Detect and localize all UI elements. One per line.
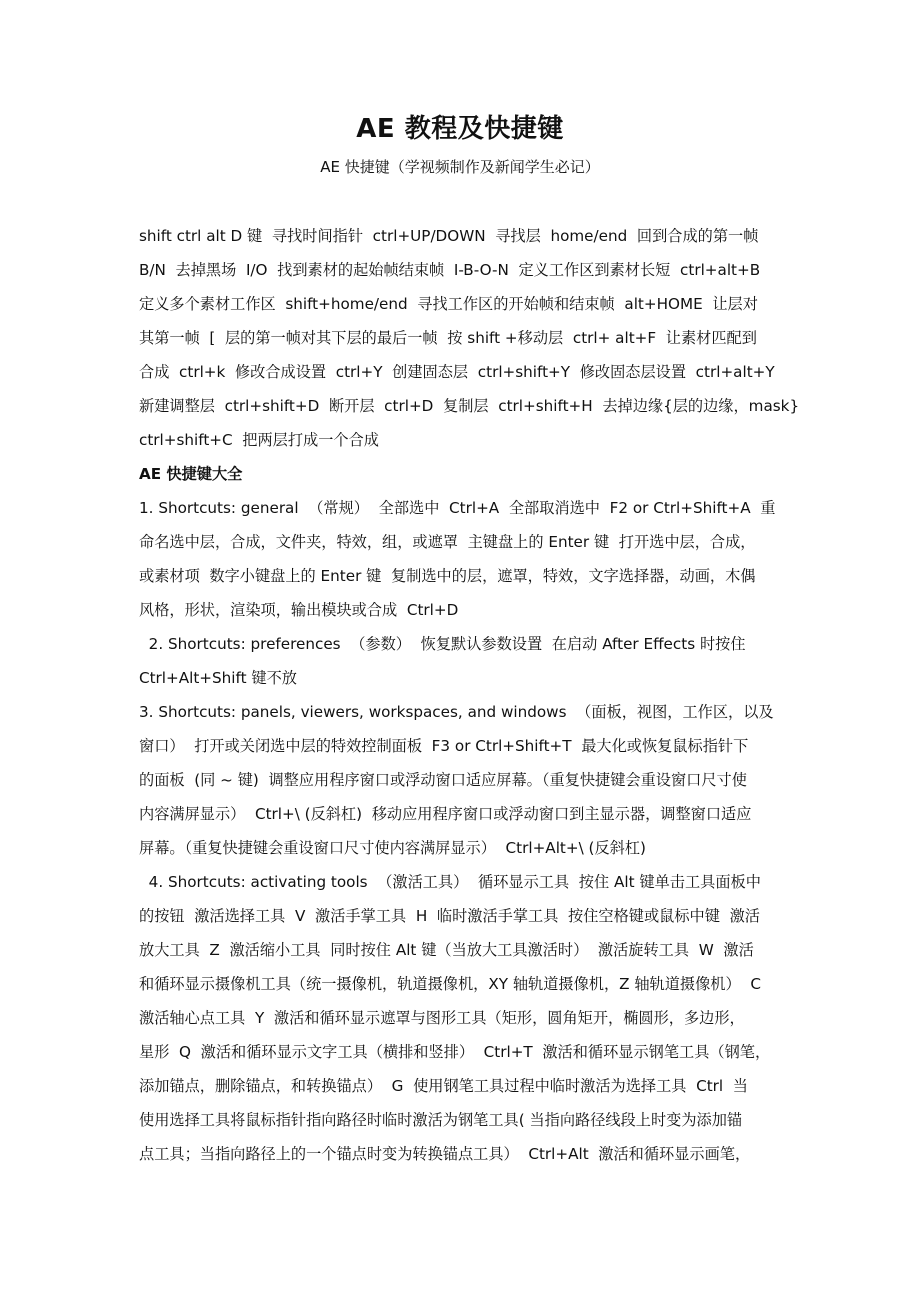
text-line: 和循环显示摄像机工具（统一摄像机，轨道摄像机，XY 轴轨道摄像机，Z 轴轨道摄像机） C	[139, 975, 761, 993]
text-line: 星形 Q 激活和循环显示文字工具（横排和竖排） Ctrl+T 激活和循环显示钢笔工具（钢笔，	[139, 1043, 771, 1061]
text-line: 2. Shortcuts: preferences （参数） 恢复默认参数设置 在启动 After Effects 时按住	[139, 635, 746, 653]
text-line: 使用选择工具将鼠标指针指向路径时临时激活为钢笔工具( 当指向路径线段上时变为添加锚	[139, 1111, 743, 1129]
text-line: 风格，形状，渲染项，输出模块或合成 Ctrl+D	[139, 601, 459, 619]
text-line: 合成 ctrl+k 修改合成设置 ctrl+Y 创建固态层 ctrl+shift+Y 修改固态层设置 ctrl+alt+Y	[139, 363, 775, 381]
text-line: 3. Shortcuts: panels, viewers, workspaces, and windows （面板，视图，工作区，以及	[139, 703, 774, 721]
text-line: 新建调整层 ctrl+shift+D 断开层 ctrl+D 复制层 ctrl+shift+H 去掉边缘{层的边缘，mask}	[139, 397, 800, 415]
text-line: 内容满屏显示） Ctrl+\ (反斜杠) 移动应用程序窗口或浮动窗口到主显示器，调整窗口适应	[139, 805, 752, 823]
section-heading: AE 快捷键大全	[139, 465, 243, 483]
text-line: shift ctrl alt D 键 寻找时间指针 ctrl+UP/DOWN 寻找层 home/end 回到合成的第一帧	[139, 227, 759, 245]
document-title: AE 教程及快捷键	[356, 114, 564, 144]
text-line: 的面板 (同 ~ 键) 调整应用程序窗口或浮动窗口适应屏幕。（重复快捷键会重设窗口尺寸使	[139, 771, 747, 789]
text-line: 1. Shortcuts: general （常规） 全部选中 Ctrl+A 全部取消选中 F2 or Ctrl+Shift+A 重	[139, 499, 776, 517]
document-body	[139, 221, 799, 1173]
text-line: 点工具；当指向路径上的一个锚点时变为转换锚点工具） Ctrl+Alt 激活和循环显示画笔，	[139, 1145, 751, 1163]
text-line: ctrl+shift+C 把两层打成一个合成	[139, 431, 379, 449]
text-line: 屏幕。（重复快捷键会重设窗口尺寸使内容满屏显示） Ctrl+Alt+\ (反斜杠)	[139, 839, 646, 857]
text-line: B/N 去掉黑场 I/O 找到素材的起始帧结束帧 I-B-O-N 定义工作区到素材长短 ctrl+alt+B	[139, 261, 761, 279]
text-line: 4. Shortcuts: activating tools （激活工具） 循环显示工具 按住 Alt 键单击工具面板中	[139, 873, 761, 891]
text-line: 命名选中层，合成，文件夹，特效，组，或遮罩 主键盘上的 Enter 键 打开选中层，合成，	[139, 533, 756, 551]
text-line: 激活轴心点工具 Y 激活和循环显示遮罩与图形工具（矩形，圆角矩开，椭圆形，多边形，	[139, 1009, 745, 1027]
document-subtitle: AE 快捷键（学视频制作及新闻学生必记）	[320, 158, 600, 176]
text-line: 或素材项 数字小键盘上的 Enter 键 复制选中的层，遮罩，特效，文字选择器，动画，木偶	[139, 567, 756, 585]
text-line: 添加锚点，删除锚点，和转换锚点） G 使用钢笔工具过程中临时激活为选择工具 Ctrl 当	[139, 1077, 748, 1095]
text-line: 窗口） 打开或关闭选中层的特效控制面板 F3 or Ctrl+Shift+T 最大化或恢复鼠标指针下	[139, 737, 749, 755]
text-line: 的按钮 激活选择工具 V 激活手掌工具 H 临时激活手掌工具 按住空格键或鼠标中键 激活	[139, 907, 760, 925]
text-line: Ctrl+Alt+Shift 键不放	[139, 669, 297, 687]
text-line: 定义多个素材工作区 shift+home/end 寻找工作区的开始帧和结束帧 alt+HOME 让层对	[139, 295, 758, 313]
text-line: 其第一帧 [ 层的第一帧对其下层的最后一帧 按 shift +移动层 ctrl+ alt+F 让素材匹配到	[139, 329, 757, 347]
text-line: 放大工具 Z 激活缩小工具 同时按住 Alt 键（当放大工具激活时） 激活旋转工具 W 激活	[139, 941, 754, 959]
